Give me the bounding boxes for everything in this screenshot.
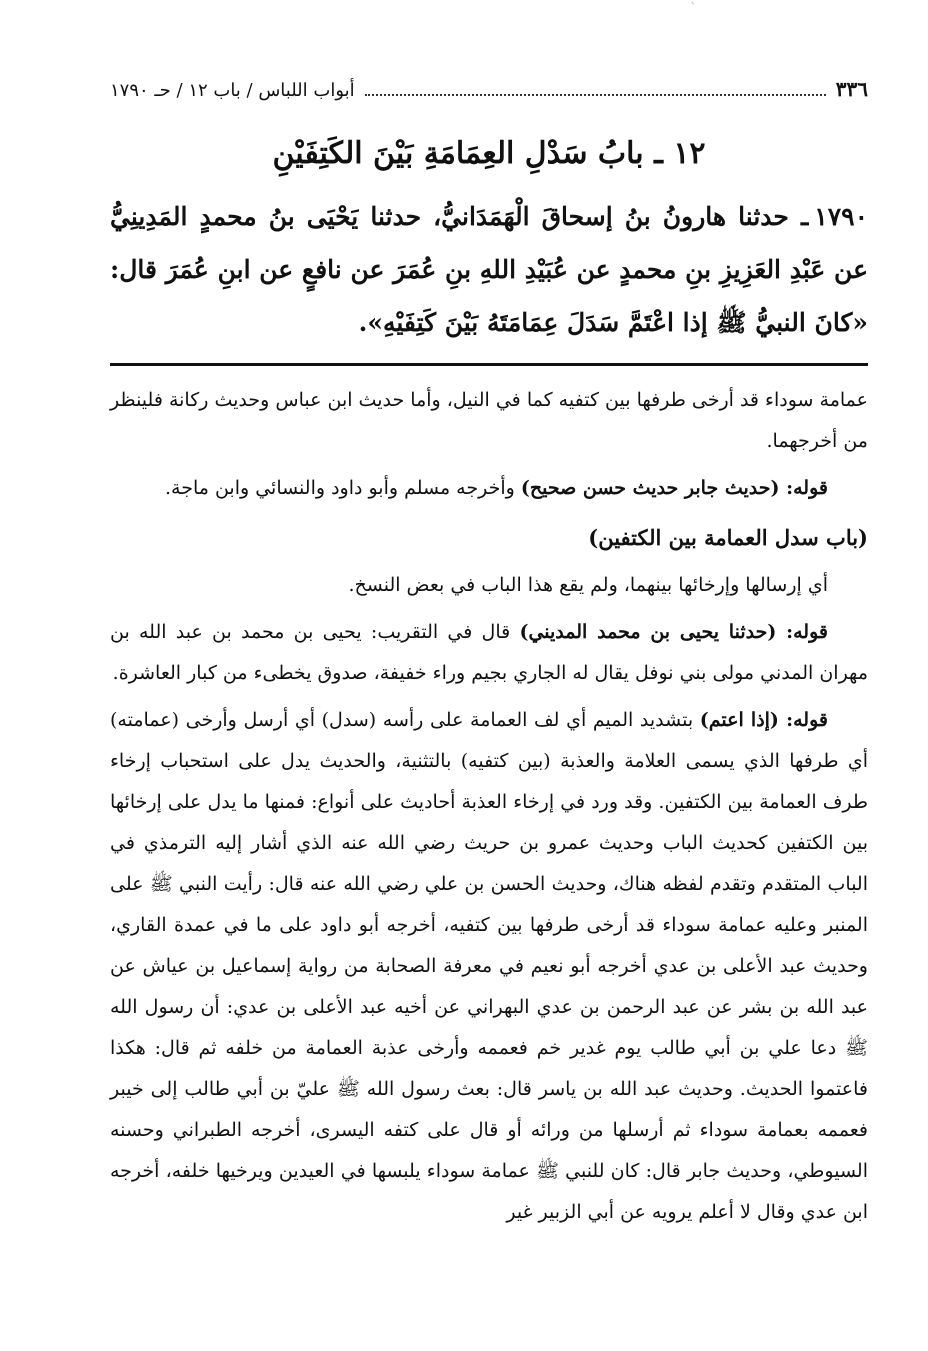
running-title: أبواب اللباس / باب ١٢ / حـ ١٧٩٠ [110,80,355,101]
quote-label-yahya: قوله: (حدثنا يحيى بن محمد المديني) [519,621,828,643]
footnote-divider [110,363,868,366]
commentary-paragraph-4 [110,612,868,694]
commentary-paragraph-2-text: وأخرجه مسلم وأبو داود والنسائي وابن ماجة. [164,477,515,499]
page-number: ٣٣٦ [835,77,868,101]
commentary-paragraph-3: أي إرسالها وإرخائها بينهما، ولم يقع هذا الباب في بعض النسخ. [348,574,828,596]
commentary-paragraph-5-text: بتشديد الميم أي لف العمامة على رأسه (سدل) أي أرسل وأرخى (عمامته) أي طرفها الذي يسمى العلامة والعذبة (بين كتفيه) بالتثنية، والحديث يدل على استحباب إرخاء طرف العمامة بين الكتفين. وقد ورد في إرخاء العذبة أحاديث على أنواع: فمنها ما يدل على إرخائها بين الكتفين كحديث الباب وحديث عمرو بن حريث رضي الله عنه الذي أشار إليه الترمذي في الباب المتقدم وتقدم لفظه هناك، وحديث الحسن بن علي رضي الله عنه قال: رأيت النبي ﷺ على المنبر وعليه عمامة سوداء قد أرخى طرفها بين كتفيه، أخرجه أبو داود على ما في عمدة القاري، وحديث عبد الأعلى بن عدي أخرجه أبو نعيم في معرفة الصحابة من رواية إسماعيل بن عياش عن عبد الله بن بشر عن عبد الرحمن بن عدي البهراني عن أخيه عبد الأعلى بن عدي: أن رسول الله ﷺ دعا علي بن أبي طالب يوم غدير خم فعممه وأرخى عذبة العمامة من خلفه ثم قال: هكذا فاعتموا الحديث. وحديث عبد الله بن ياسر قال: بعث رسول الله ﷺ عليّ بن أبي طالب إلى خيبر فعممه بعمامة سوداء ثم أرسلها من ورائه أو قال على كتفه اليسرى، أخرجه الطبراني وحسنه السيوطي، وحديث جابر قال: كان للنبي ﷺ عمامة سوداء يلبسها في العيدين ويرخيها خلفه، أخرجه ابن عدي وقال لا أعلم يرويه عن أبي الزبير غير [110,709,868,1223]
commentary-paragraph-1: عمامة سوداء قد أرخى طرفها بين كتفيه كما في النيل، وأما حديث ابن عباس وحديث ركانة فلينظر من أخرجهما. [110,389,868,452]
page-header [110,72,868,106]
commentary-paragraph-5 [110,700,868,1233]
chapter-title: ١٢ ـ بابُ سَدْلِ العِمَامَةِ بَيْنَ الكَتِفَيْنِ [272,136,706,171]
quote-label-jabir: قوله: (حديث جابر حديث حسن صحيح) [520,477,828,499]
hadith-number: ١٧٩٠ [814,202,868,231]
scan-mark: ˋ [690,1,697,17]
hadith-body: ـ حدثنا هارونُ بنُ إسحاقَ الْهَمَدَانيُّ، حدثنا يَحْيَى بنُ محمدٍ المَدِينِيُّ عن عَبْدِ العَزِيزِ بنِ محمدٍ عن عُبَيْدِ اللهِ بنِ عُمَرَ عن نافعٍ عن ابنِ عُمَرَ قال: «كانَ النبيُّ ﷺ إذا اعْتَمَّ سَدَلَ عِمَامَتَهُ بَيْنَ كَتِفَيْهِ». [110,202,868,337]
quote-label-itamma: قوله: (إذا اعتم) [699,709,828,731]
book-page [110,72,868,1239]
commentary-paragraph-4-text: قال في التقريب: يحيى بن محمد بن عبد الله بن مهران المدني مولى بني نوفل يقال له الجاري بجيم وراء خفيفة، صدوق يخطىء من كبار العاشرة. [110,621,868,684]
hadith-text-block [110,190,868,349]
commentary-block [110,380,868,1233]
dotted-leader [365,93,826,96]
commentary-paragraph-2 [110,468,868,509]
commentary-section-heading: (باب سدل العمامة بين الكتفين) [588,525,868,550]
